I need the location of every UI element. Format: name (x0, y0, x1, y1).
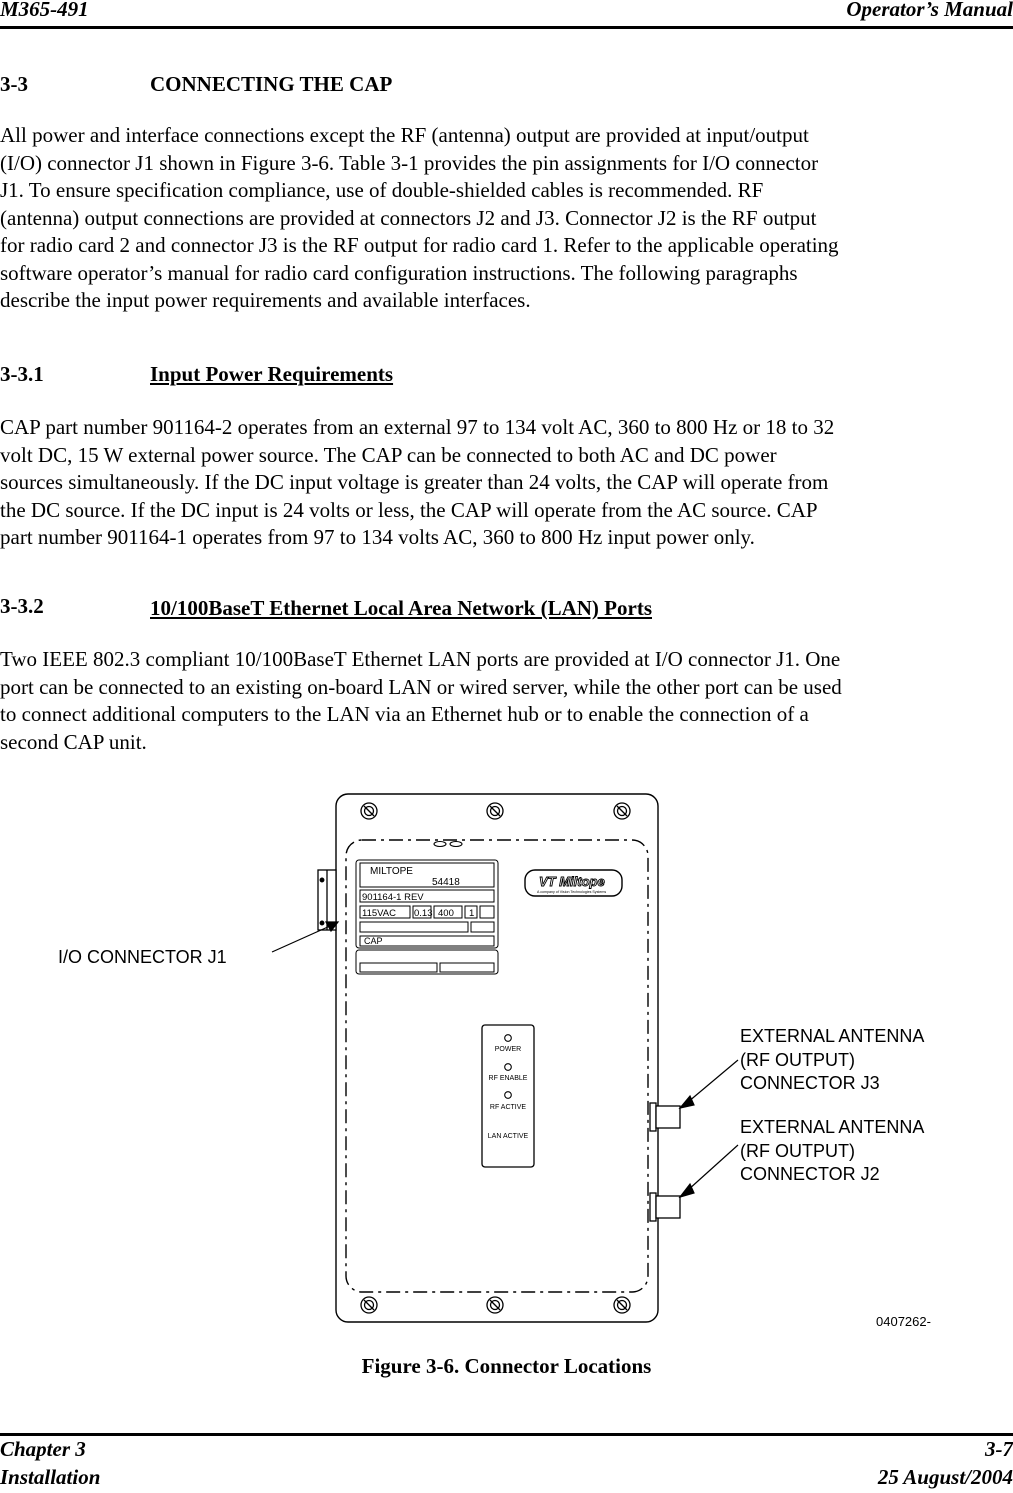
panel-label-rf-enable: RF ENABLE (488, 1075, 528, 1082)
text-line: J1. To ensure specification compliance, use of double-shielded cables is recommended. RF (0, 178, 764, 202)
section-number: 3-3.2 (0, 594, 44, 618)
label-line: CONNECTOR J3 (740, 1073, 880, 1093)
label-line: CONNECTOR J2 (740, 1164, 880, 1184)
section-title: 10/100BaseT Ethernet Local Area Network (LAN) Ports (150, 596, 652, 620)
text-line: to connect additional computers to the LAN via an Ethernet hub or to enable the connection of a (0, 702, 809, 726)
label-line: (RF OUTPUT) (740, 1050, 855, 1070)
text-line: volt DC, 15 W external power source. The CAP can be connected to both AC and DC power (0, 442, 777, 467)
text-line: software operator’s manual for radio card configuration instructions. The following paragraphs (0, 260, 798, 285)
paragraph-connecting-cap (0, 122, 1010, 315)
footer-chapter: Chapter 3 (0, 1437, 86, 1461)
rf-enable-led-icon (505, 1064, 512, 1071)
label-line: EXTERNAL ANTENNA (740, 1117, 925, 1137)
paragraph-ethernet-lan (0, 646, 1010, 756)
screw-icon (361, 1297, 377, 1313)
logo-subtext: A company of Vision Technologies Systems (537, 890, 607, 894)
label-line: (RF OUTPUT) (740, 1141, 855, 1161)
nameplate-phase: 1 (469, 908, 475, 919)
header-rule (0, 26, 1013, 29)
nameplate-cage: 54418 (432, 877, 460, 888)
section-number: 3-3.1 (0, 362, 44, 386)
rf-connector-j3 (650, 1103, 680, 1131)
label-line: EXTERNAL ANTENNA (740, 1026, 925, 1046)
label-connector-j2 (740, 1117, 924, 1184)
footer-date: 25 August/2004 (877, 1465, 1013, 1489)
panel-label-lan-active: LAN ACTIVE (487, 1133, 529, 1140)
screw-icon (487, 1297, 503, 1313)
nameplate-freq: 400 (438, 908, 454, 919)
section-heading-3-3-2 (0, 594, 1013, 622)
text-line: part number 901164-1 operates from 97 to 134 volts AC, 360 to 800 Hz input power only. (0, 525, 755, 549)
section-heading-3-3-1 (0, 362, 1013, 390)
text-line: the DC source. If the DC input is 24 volts or less, the CAP will operate from the AC source. CAP (0, 497, 818, 522)
screw-icon (614, 803, 630, 819)
figure-caption: Figure 3-6. Connector Locations (361, 1354, 652, 1378)
text-line: CAP part number 901164-2 operates from an external 97 to 134 volt AC, 360 to 800 Hz or 18 to 32 (0, 415, 835, 439)
footer-page-number: 3-7 (985, 1437, 1013, 1461)
label-io-connector-j1: I/O CONNECTOR J1 (58, 947, 227, 967)
text-line: describe the input power requirements and available interfaces. (0, 288, 531, 312)
section-number: 3-3 (0, 72, 28, 96)
text-line: second CAP unit. (0, 729, 147, 754)
text-line: port can be connected to an existing on-board LAN or wired server, while the other port can be used (0, 674, 842, 699)
rf-connector-j2 (650, 1193, 680, 1221)
paragraph-input-power (0, 414, 1010, 552)
footer-chapter-title: Installation (0, 1465, 101, 1489)
drawing-number: 0407262- (876, 1314, 931, 1329)
section-title: CONNECTING THE CAP (150, 72, 393, 96)
text-line: (antenna) output connections are provided at connectors J2 and J3. Connector J2 is the RF output (0, 205, 817, 230)
section-title: Input Power Requirements (150, 362, 394, 386)
footer-rule (0, 1433, 1013, 1436)
power-led-icon (505, 1035, 512, 1042)
text-line: (I/O) connector J1 shown in Figure 3-6. Table 3-1 provides the pin assignments for I/O connector (0, 150, 819, 175)
connector-diagram (0, 760, 1013, 1340)
text-line: Two IEEE 802.3 compliant 10/100BaseT Ethernet LAN ports are provided at I/O connector J1. One (0, 647, 841, 671)
nameplate-part: 901164-1 REV (362, 892, 424, 903)
screw-icon (614, 1297, 630, 1313)
io-connector-j1 (318, 870, 336, 930)
logo-text: VT Miltope (539, 874, 605, 889)
screw-icon (361, 803, 377, 819)
header-manual-title: Operator’s Manual (846, 0, 1013, 21)
label-connector-j3 (740, 1026, 924, 1093)
figure-connector-locations (0, 760, 1013, 1340)
nameplate-maker: MILTOPE (370, 866, 413, 877)
text-line: All power and interface connections except the RF (antenna) output are provided at input/output (0, 123, 809, 147)
panel-label-rf-active: RF ACTIVE (489, 1104, 527, 1111)
section-heading-3-3 (0, 72, 1013, 100)
nameplate-volts: 115VAC (362, 908, 396, 919)
rf-active-led-icon (505, 1092, 512, 1099)
header-doc-number: M365-491 (0, 0, 89, 21)
screw-icon (487, 803, 503, 819)
text-line: for radio card 2 and connector J3 is the RF output for radio card 1. Refer to the applicable operating (0, 233, 839, 257)
panel-label-power: POWER (494, 1046, 522, 1053)
nameplate-name: CAP (364, 936, 383, 946)
text-line: sources simultaneously. If the DC input voltage is greater than 24 volts, the CAP will operate from (0, 470, 829, 494)
nameplate-amps: 0.13 (414, 908, 433, 919)
